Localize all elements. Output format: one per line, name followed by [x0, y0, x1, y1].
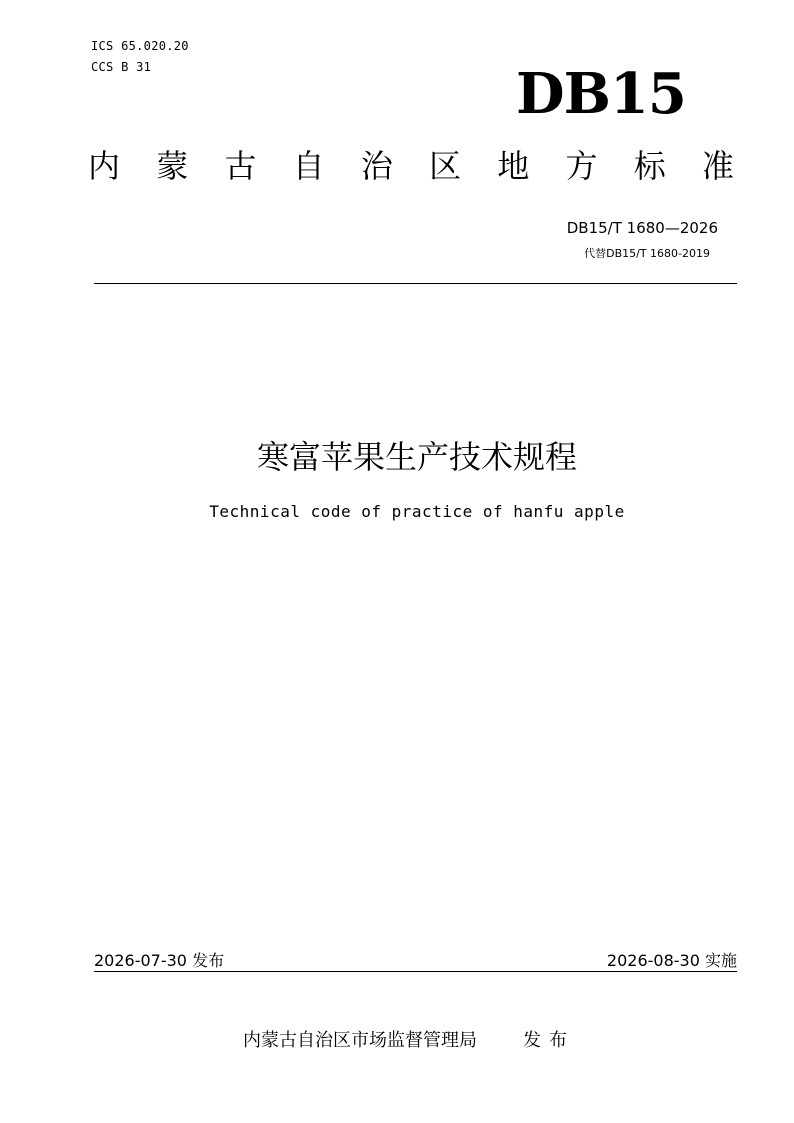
ics-code: ICS 65.020.20 — [91, 39, 189, 53]
implement-date: 2026-08-30 实施 — [606, 951, 737, 970]
header-divider — [94, 283, 737, 284]
standard-number: DB15/T 1680—2026 — [566, 219, 718, 237]
standard-type-char: 自 — [292, 147, 325, 185]
standard-type-char: 蒙 — [156, 147, 189, 185]
document-title-chinese: 寒富苹果生产技术规程 — [256, 438, 577, 476]
publish-date: 2026-07-30 发布 — [94, 951, 225, 970]
standard-type-char: 古 — [224, 147, 257, 185]
document-title-english: Technical code of practice of hanfu apple — [209, 502, 625, 521]
replaces-standard: 代替DB15/T 1680-2019 — [584, 247, 710, 260]
publisher-name: 内蒙古自治区市场监督管理局 — [243, 1030, 477, 1051]
standard-type-char: 内 — [88, 147, 121, 185]
standard-type-char: 区 — [429, 147, 462, 185]
issue-label: 发布 — [523, 1030, 575, 1051]
standard-type-char: 准 — [701, 147, 734, 185]
footer-divider — [94, 971, 737, 972]
standard-type-char: 方 — [565, 147, 598, 185]
standard-type-char: 治 — [360, 147, 393, 185]
ccs-code: CCS B 31 — [91, 60, 152, 74]
standard-type-char: 地 — [497, 147, 530, 185]
standard-type-char: 标 — [633, 147, 666, 185]
standard-type-title — [88, 147, 734, 185]
db15-logo: DB15 — [516, 61, 686, 127]
